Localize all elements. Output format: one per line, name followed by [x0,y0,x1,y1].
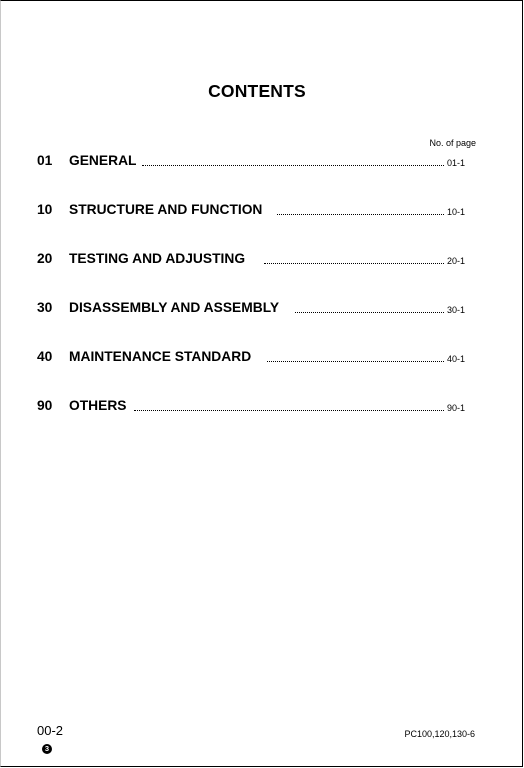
revision-mark: 3 [42,744,52,754]
dot-leader [277,214,444,215]
toc-entry-page: 01-1 [446,158,465,168]
footer-model: PC100,120,130-6 [404,729,475,739]
toc-entry [37,151,465,169]
dot-leader [264,263,444,264]
toc-entry-page: 40-1 [446,354,465,364]
toc-entry-title: GENERAL [69,153,137,168]
toc-entry-page: 20-1 [446,256,465,266]
toc-leader [142,160,465,168]
toc-entry-page: 30-1 [446,305,465,315]
toc-entry [37,298,465,316]
toc-entry-number: 40 [37,349,53,364]
toc-entry [37,249,465,267]
dot-leader [134,410,444,411]
toc-entry-title: MAINTENANCE STANDARD [69,349,252,364]
toc-entry-page: 10-1 [446,207,465,217]
dot-leader [142,165,444,166]
dot-leader [267,361,444,362]
toc-entry-title: STRUCTURE AND FUNCTION [69,202,263,217]
dot-leader [295,312,444,313]
toc-entry-number: 90 [37,398,53,413]
toc-entry-title: TESTING AND ADJUSTING [69,251,246,266]
page-column-header: No. of page [429,138,476,148]
toc-entry-number: 10 [37,202,53,217]
toc-leader [264,258,465,266]
page-title: CONTENTS [208,81,306,101]
toc-entry [37,347,465,365]
toc-entry [37,396,465,414]
toc-entry [37,200,465,218]
toc-entry-title: OTHERS [69,398,127,413]
toc-leader [267,356,465,364]
toc-entry-title: DISASSEMBLY AND ASSEMBLY [69,300,280,315]
footer-page-number: 00-2 [37,723,64,738]
toc-entry-number: 30 [37,300,53,315]
toc-entry-page: 90-1 [446,403,465,413]
toc-leader [134,405,465,413]
toc-leader [277,209,465,217]
toc-leader [295,307,465,315]
toc-entry-number: 20 [37,251,53,266]
toc-entry-number: 01 [37,153,53,168]
